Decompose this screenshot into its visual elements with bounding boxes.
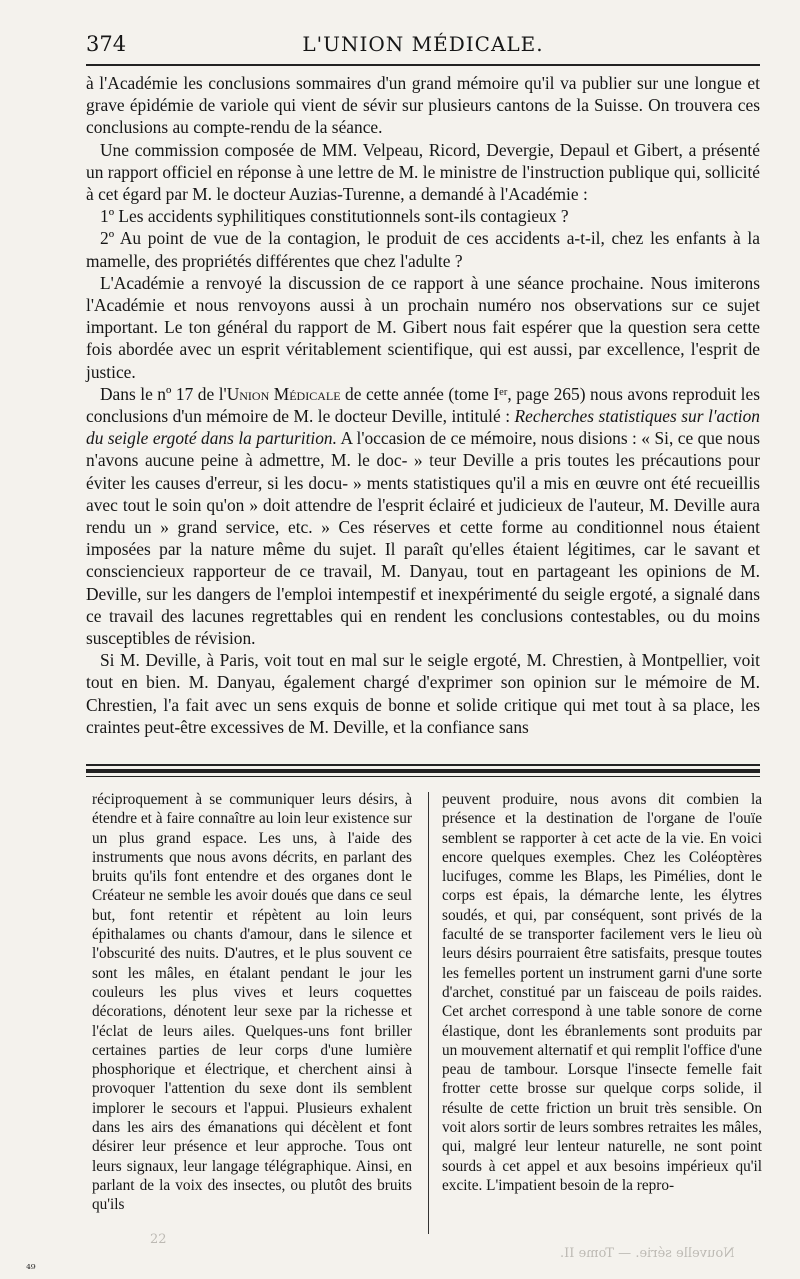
main-article — [86, 72, 760, 738]
journal-name: Union Médicale — [226, 383, 341, 404]
paragraph-3: L'Académie a renvoyé la discussion de ce rapport à une séance prochaine. Nous imiterons l'Académie et nous renvoyons aussi à un prochain numéro nos observations sur ce sujet important. Le ton général du rapport de M. Gibert nous fait espérer que la question sera cette fois abordée avec un esprit véritablement scientifique, qui est aussi, par excellence, l'esprit de justice. — [86, 272, 760, 382]
paragraph-5: Si M. Deville, à Paris, voit tout en mal sur le seigle ergoté, M. Chrestien, à Montpellier, voit tout en bien. M. Danyau, également chargé d'exprimer son opinion sur le mémoire de M. Chrestien, l'a fait avec un sens exquis de bonne et solide critique qui met tout à sa place, les craintes peut-être excessives de M. Deville, et la confiance sans — [86, 650, 760, 737]
feuilleton-left-text: réciproquement à se communiquer leurs désirs, à étendre et à faire connaître au loin leur existence sur un plus grand espace. Les uns, à l'aide des instruments que nous avons décrits, en parlant des bruits qu'ils font entendre et des organes dont le Créateur ne semble les avoir doués que dans ce seul but, font retentir et répètent au loin leurs épithalames ou chants d'amour, dans le silence et l'obscurité des nuits. D'autres, et le plus souvent ce sont les mâles, en étalant pendant le jour les couleurs les plus vives et leurs coquettes décorations, dénotent leur sexe par la richesse et l'éclat de leurs ailes. Quelques-uns font briller certaines parties de leur corps d'une lumière phosphorique et électrique, et cherchent ainsi à provoquer l'attention du sexe dont ils semblent implorer le secours et l'appui. Plusieurs exhalent dans les airs des émanations qui décèlent et font désirer leur présence et leur approche. Tous ont leurs signaux, leur langage télégraphique. Ainsi, en parlant de la voix des insectes, ou plutôt des bruits qu'ils — [92, 791, 412, 1214]
page-number: 374 — [86, 32, 127, 56]
feuilleton-rule-thick — [86, 769, 760, 773]
question-1: 1º Les accidents syphilitiques constitutionnels sont-ils contagieux ? — [100, 206, 569, 227]
feuilleton-rule-top — [86, 764, 760, 766]
paragraph-4-body: de cette année (tome Iᵉʳ, page 265) nous avons reproduit les conclusions d'un mémoire de M. le docteur Deville, intitulé : — [86, 383, 761, 427]
paragraph-4-quote: A l'occasion de ce mémoire, nous disions : « Si, ce que nous n'avons aucune peine à admettre, M. le doc- » teur Deville a pris toutes les précautions pour éviter les causes d'erreur, si les docu- » ments statistiques qu'il a mis en œuvre ont été recueillis avec tout le soin qu'on » doit attendre de l'esprit éclairé et judicieux de l'auteur, M. Deville aura rendu un » grand service, etc. » Ces réserves et cette forme au conditionnel nous étaient imposées par la nature même du sujet. Il paraît qu'elles étaient légitimes, car le savant et consciencieux rapporteur de ce travail, M. Danyau, tout en partageant les opinions de M. Deville, sur les dangers de l'emploi intempestif et inexpérimenté du seigle ergoté, a signalé dans ce travail des lacunes regrettables qui en rendent les conclusions contestables, ou du moins susceptibles de révision. — [86, 428, 760, 649]
margin-mark: ⁴⁹ — [26, 1262, 36, 1276]
memoir-title: Recherches statistiques sur l'action du seigle ergoté dans la parturition. — [86, 406, 760, 449]
paragraph-2: Une commission composée de MM. Velpeau, Ricord, Devergie, Depaul et Gibert, a présenté un rapport officiel en réponse à une lettre de M. le ministre de l'instruction publique qui, sollicité à cet égard par M. le docteur Auzias-Turenne, a demandé à l'Académie : — [86, 139, 760, 205]
feuilleton-right-text: peuvent produire, nous avons dit combien la présence et la destination de l'organe de l'ouïe semblent se rapporter à cet acte de la vie. En voici encore quelques exemples. Chez les Coléoptères lucifuges, comme les Blaps, les Pimélies, dont le corps est épais, la démarche lente, les élytres soudés, et qui, par conséquent, sont privés de la faculté de se transporter facilement vers le lieu où leurs désirs pourraient être satisfaits, presque toutes les femelles portent un instrument garni d'une sorte d'archet, constitué par un faisceau de poils raides. Cet archet correspond à une table sonore de corne élastique, dont les ébranlements sont produits par un mouvement alternatif et qui remplit l'office d'une peau de tambour. Lorsque l'insecte femelle fait frotter cette brosse sur quelque corps solide, il résulte de cette friction un bruit très sensible. On voit alors sortir de leurs sombres retraites les mâles, qui, malgré leur lenteur naturelle, ne sont point sourds à cet appel et aux besoins impérieux qu'il excite. L'impatient besoin de la repro- — [442, 791, 762, 1194]
feuilleton-column-right — [442, 790, 762, 1195]
header-rule — [86, 64, 760, 66]
journal-title: L'UNION MÉDICALE. — [302, 32, 544, 56]
paragraph-4-intro: Dans le nº 17 de l' — [100, 383, 227, 404]
bleed-through-number: 22 — [150, 1232, 167, 1247]
paragraph-1: à l'Académie les conclusions sommaires d'un grand mémoire qu'il va publier sur une longue et grave épidémie de variole qui vient de sévir sur plusieurs cantons de la Suisse. On trouvera ces conclusions au compte-rendu de la séance. — [86, 73, 760, 138]
question-2: 2º Au point de vue de la contagion, le produit de ces accidents a-t-il, chez les enfants à la mamelle, des propriétés différentes que chez l'adulte ? — [86, 228, 760, 271]
feuilleton-column-left — [92, 790, 412, 1215]
page-header — [86, 32, 760, 58]
paragraph-4 — [86, 383, 760, 649]
bleed-through-text: Nouvelle série. — Tome II. — [560, 1246, 735, 1261]
column-divider — [428, 792, 429, 1234]
feuilleton-rule-bottom — [86, 776, 760, 777]
